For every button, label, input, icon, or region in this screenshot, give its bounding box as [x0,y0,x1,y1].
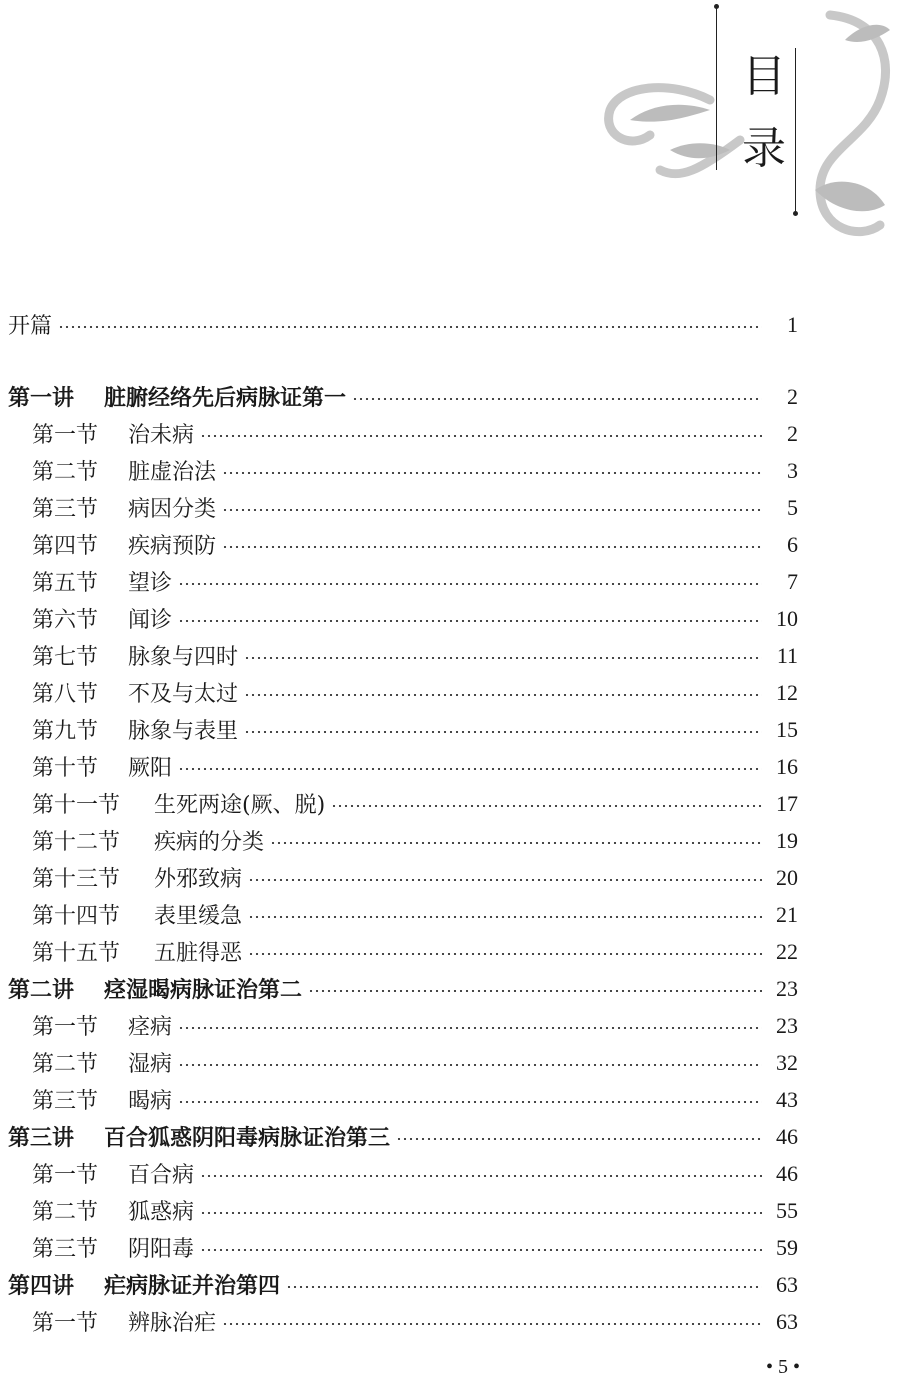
page-number: • 5 • [765,1356,800,1378]
dot-leader [178,768,762,770]
toc-entry-page: 15 [776,716,798,742]
toc-entry-page: 46 [776,1160,798,1186]
toc-entry-page: 63 [776,1308,798,1334]
toc-entry-number: 第十节 [32,756,99,781]
toc-entry-title: 脏虚治法 [128,460,217,485]
toc-entry-number: 第三节 [32,1237,99,1262]
dot-leader [178,620,762,622]
toc-entry-page: 17 [776,790,798,816]
toc-entry[interactable] [0,1155,900,1192]
dot-leader [396,1138,762,1140]
toc-entry-page: 12 [776,679,798,705]
toc-entry-page: 2 [787,420,798,446]
toc-entry-number: 第三节 [32,497,99,522]
toc-entry-number: 第一讲 [8,386,75,411]
toc-entry-title: 阴阳毒 [128,1237,195,1262]
toc-entry[interactable] [0,748,900,785]
toc-entry[interactable] [0,1303,900,1340]
toc-entry-page: 43 [776,1086,798,1112]
toc-entry-title: 脏腑经络先后病脉证第一 [104,386,347,411]
toc-entry-title: 狐惑病 [128,1200,195,1225]
toc-entry[interactable] [0,526,900,563]
toc-entry-title: 表里缓急 [154,904,243,929]
toc-entry-page: 20 [776,864,798,890]
toc-entry-page: 59 [776,1234,798,1260]
title-right-rule [795,48,796,213]
toc-entry-number: 开篇 [8,314,53,339]
toc-entry[interactable] [0,711,900,748]
toc-entry-title: 疾病预防 [128,534,217,559]
toc-entry-title: 痉病 [128,1015,173,1040]
toc-entry-page: 23 [776,975,798,1001]
toc-entry-title: 辨脉治疟 [128,1311,217,1336]
toc-entry-number: 第二讲 [8,978,75,1003]
toc-entry-number: 第二节 [32,1052,99,1077]
toc-entry[interactable] [0,489,900,526]
dot-leader [331,805,762,807]
toc-entry[interactable] [0,933,900,970]
toc-entry[interactable] [0,1229,900,1266]
dot-leader [178,583,762,585]
page-title-char-1: 目 [742,51,786,102]
toc-entry-number: 第二节 [32,460,99,485]
toc-entry-title: 病因分类 [128,497,217,522]
page-title-char-2: 录 [742,123,786,174]
toc-entry[interactable] [0,306,900,343]
toc-entry[interactable] [0,674,900,711]
toc-entry-page: 23 [776,1012,798,1038]
toc-entry[interactable] [0,970,900,1007]
toc-entry-number: 第七节 [32,645,99,670]
toc-entry-title: 疾病的分类 [154,830,265,855]
toc-entry[interactable] [0,822,900,859]
toc-entry-page: 32 [776,1049,798,1075]
toc-entry-title: 百合病 [128,1163,195,1188]
toc-entry-title: 不及与太过 [128,682,239,707]
toc-entry[interactable] [0,1081,900,1118]
toc-entry-number: 第八节 [32,682,99,707]
toc-entry-title: 治未病 [128,423,195,448]
toc-entry-number: 第一节 [32,1311,99,1336]
dot-leader [200,1175,762,1177]
toc-entry[interactable] [0,1007,900,1044]
toc-entry-title: 脉象与表里 [128,719,239,744]
toc-entry-page: 11 [776,642,798,668]
toc-entry-title: 百合狐惑阴阳毒病脉证治第三 [104,1126,391,1151]
dot-leader [244,731,762,733]
dot-leader [248,953,762,955]
dot-leader [270,842,762,844]
toc-entry-page: 22 [776,938,798,964]
dot-leader [222,509,762,511]
toc-entry-page: 10 [776,605,798,631]
toc-entry-number: 第十一节 [32,793,121,818]
toc-entry-title: 生死两途(厥、脱) [154,793,326,818]
dot-leader [200,1249,762,1251]
dot-leader [244,694,762,696]
toc-entry-number: 第四讲 [8,1274,75,1299]
toc-entry-title: 外邪致病 [154,867,243,892]
toc-entry-page: 1 [787,311,798,337]
toc-entry[interactable] [0,415,900,452]
toc-entry-page: 5 [787,494,798,520]
toc-entry-number: 第九节 [32,719,99,744]
toc-entry[interactable] [0,1192,900,1229]
toc-entry-title: 闻诊 [128,608,173,633]
dot-leader [352,398,762,400]
toc-entry[interactable] [0,378,900,415]
toc-entry-page: 2 [787,383,798,409]
toc-entry[interactable] [0,600,900,637]
toc-entry[interactable] [0,1266,900,1303]
toc-entry-title: 湿病 [128,1052,173,1077]
toc-entry[interactable] [0,1118,900,1155]
toc-entry-title: 脉象与四时 [128,645,239,670]
toc-entry-page: 19 [776,827,798,853]
toc-entry-number: 第一节 [32,423,99,448]
toc-entry-number: 第十五节 [32,941,121,966]
toc-entry-title: 望诊 [128,571,173,596]
toc-entry-title: 疟病脉证并治第四 [104,1274,281,1299]
dot-leader [58,326,762,328]
toc-entry-number: 第四节 [32,534,99,559]
toc-entry-number: 第三讲 [8,1126,75,1151]
toc-entry-number: 第二节 [32,1200,99,1225]
toc-entry[interactable] [0,637,900,674]
toc-entry[interactable] [0,785,900,822]
dot-leader [286,1286,762,1288]
toc-entry[interactable] [0,452,900,489]
dot-leader [244,657,762,659]
toc-entry-number: 第一节 [32,1163,99,1188]
toc-entry-title: 厥阳 [128,756,173,781]
title-right-rule-dot [793,211,798,216]
toc-entry-page: 55 [776,1197,798,1223]
toc-entry-page: 6 [787,531,798,557]
dot-leader [222,546,762,548]
toc-entry-number: 第六节 [32,608,99,633]
dot-leader [248,916,762,918]
toc-entry-title: 痉湿暍病脉证治第二 [104,978,303,1003]
toc-entry-number: 第五节 [32,571,99,596]
title-left-rule-dot [714,4,719,9]
toc-entry-page: 46 [776,1123,798,1149]
dot-leader [222,472,762,474]
dot-leader [248,879,762,881]
dot-leader [200,1212,762,1214]
toc-entry-number: 第十四节 [32,904,121,929]
toc-entry-title: 暍病 [128,1089,173,1114]
title-left-rule [716,8,717,170]
toc-entry-page: 7 [787,568,798,594]
toc-entry[interactable] [0,563,900,600]
dot-leader [222,1323,762,1325]
toc-entry-title: 五脏得恶 [154,941,243,966]
toc-entry-page: 21 [776,901,798,927]
toc-entry[interactable] [0,1044,900,1081]
dot-leader [178,1101,762,1103]
toc-entry-number: 第三节 [32,1089,99,1114]
toc-entry-page: 3 [787,457,798,483]
toc-entry-number: 第十三节 [32,867,121,892]
dot-leader [308,990,762,992]
dot-leader [178,1064,762,1066]
dot-leader [178,1027,762,1029]
toc-entry-number: 第十二节 [32,830,121,855]
toc-entry-page: 16 [776,753,798,779]
toc-entry[interactable] [0,859,900,896]
toc-entry-number: 第一节 [32,1015,99,1040]
toc-entry-page: 63 [776,1271,798,1297]
toc-entry[interactable] [0,896,900,933]
dot-leader [200,435,762,437]
